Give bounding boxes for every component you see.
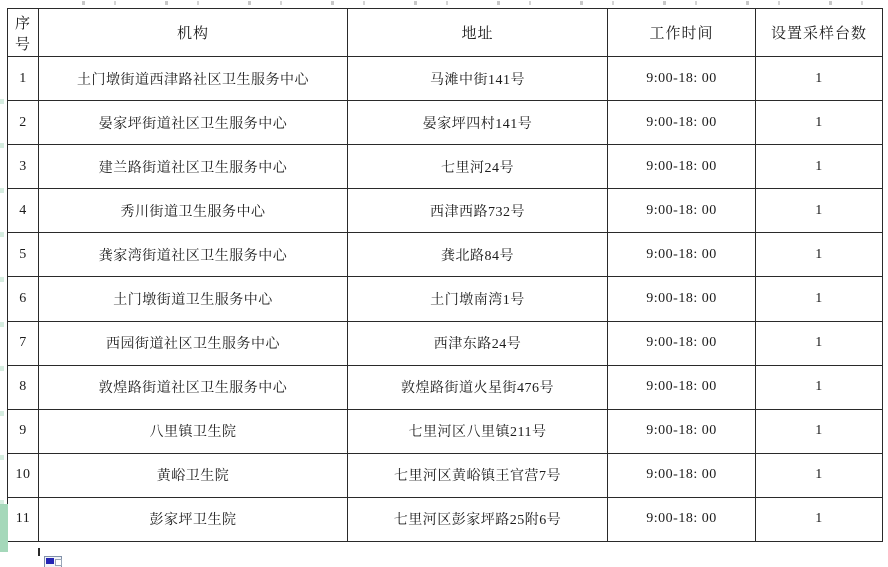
col-header-hours: 工作时间 (608, 9, 756, 57)
edge-speck (0, 500, 4, 505)
cell-count: 1 (756, 409, 883, 453)
cell-org: 土门墩街道卫生服务中心 (39, 277, 348, 321)
cell-addr: 马滩中街141号 (348, 57, 608, 101)
col-header-addr: 地址 (348, 9, 608, 57)
cell-addr: 七里河区八里镇211号 (348, 409, 608, 453)
edge-speck (0, 143, 4, 148)
col-header-org: 机构 (39, 9, 348, 57)
cell-org: 晏家坪街道社区卫生服务中心 (39, 101, 348, 145)
cell-addr: 龚北路84号 (348, 233, 608, 277)
edge-speck (0, 99, 4, 104)
cell-addr: 七里河区彭家坪路25附6号 (348, 497, 608, 541)
cell-org: 建兰路街道社区卫生服务中心 (39, 145, 348, 189)
cell-hours: 9:00-18: 00 (608, 365, 756, 409)
cell-seq: 3 (8, 145, 39, 189)
cell-addr: 西津西路732号 (348, 189, 608, 233)
cell-addr: 土门墩南湾1号 (348, 277, 608, 321)
cell-hours: 9:00-18: 00 (608, 277, 756, 321)
cell-addr: 七里河区黄峪镇王官营7号 (348, 453, 608, 497)
cell-org: 秀川街道卫生服务中心 (39, 189, 348, 233)
cell-hours: 9:00-18: 00 (608, 453, 756, 497)
cell-count: 1 (756, 365, 883, 409)
cell-org: 西园街道社区卫生服务中心 (39, 321, 348, 365)
cell-seq: 8 (8, 365, 39, 409)
cell-org: 彭家坪卫生院 (39, 497, 348, 541)
cell-count: 1 (756, 145, 883, 189)
cell-seq: 6 (8, 277, 39, 321)
cell-count: 1 (756, 57, 883, 101)
icon-blue-block (46, 558, 54, 564)
cell-hours: 9:00-18: 00 (608, 321, 756, 365)
cell-addr: 西津东路24号 (348, 321, 608, 365)
cell-count: 1 (756, 453, 883, 497)
edge-speck (0, 277, 4, 282)
cell-seq: 1 (8, 57, 39, 101)
table-row (8, 277, 883, 321)
cell-hours: 9:00-18: 00 (608, 497, 756, 541)
table-row (8, 409, 883, 453)
cell-addr: 敦煌路街道火星街476号 (348, 365, 608, 409)
table-row (8, 321, 883, 365)
edge-speck (0, 232, 4, 237)
cell-hours: 9:00-18: 00 (608, 57, 756, 101)
edge-speck (0, 322, 4, 327)
edge-speck (0, 188, 4, 193)
col-header-seq: 序号 (8, 9, 39, 57)
cell-seq: 11 (8, 497, 39, 541)
cell-addr: 七里河24号 (348, 145, 608, 189)
table-row (8, 497, 883, 541)
cell-hours: 9:00-18: 00 (608, 101, 756, 145)
cell-count: 1 (756, 321, 883, 365)
table-row (8, 453, 883, 497)
cell-count: 1 (756, 497, 883, 541)
row11-left-green-marker (0, 504, 8, 552)
cell-count: 1 (756, 101, 883, 145)
cell-seq: 4 (8, 189, 39, 233)
table-row (8, 365, 883, 409)
cell-org: 敦煌路街道社区卫生服务中心 (39, 365, 348, 409)
cell-org: 龚家湾街道社区卫生服务中心 (39, 233, 348, 277)
cell-hours: 9:00-18: 00 (608, 189, 756, 233)
cell-hours: 9:00-18: 00 (608, 233, 756, 277)
edge-speck (0, 455, 4, 460)
cell-count: 1 (756, 233, 883, 277)
cell-count: 1 (756, 189, 883, 233)
table-row (8, 189, 883, 233)
table-row (8, 145, 883, 189)
sampling-sites-table (7, 8, 883, 542)
embedded-object-placeholder-icon (44, 556, 62, 567)
table-row (8, 233, 883, 277)
cell-seq: 10 (8, 453, 39, 497)
col-header-count: 设置采样台数 (756, 9, 883, 57)
cell-seq: 5 (8, 233, 39, 277)
header-row (8, 9, 883, 57)
icon-white-block (55, 559, 62, 566)
cell-hours: 9:00-18: 00 (608, 409, 756, 453)
cell-seq: 2 (8, 101, 39, 145)
cell-seq: 7 (8, 321, 39, 365)
cell-org: 黄峪卫生院 (39, 453, 348, 497)
cell-org: 八里镇卫生院 (39, 409, 348, 453)
table-row (8, 57, 883, 101)
edge-speck (0, 411, 4, 416)
cell-addr: 晏家坪四村141号 (348, 101, 608, 145)
column-border-stub (38, 548, 40, 556)
table-row (8, 101, 883, 145)
cell-seq: 9 (8, 409, 39, 453)
cropped-text-remnant (60, 1, 870, 5)
cell-org: 土门墩街道西津路社区卫生服务中心 (39, 57, 348, 101)
cell-count: 1 (756, 277, 883, 321)
cell-hours: 9:00-18: 00 (608, 145, 756, 189)
edge-speck (0, 366, 4, 371)
